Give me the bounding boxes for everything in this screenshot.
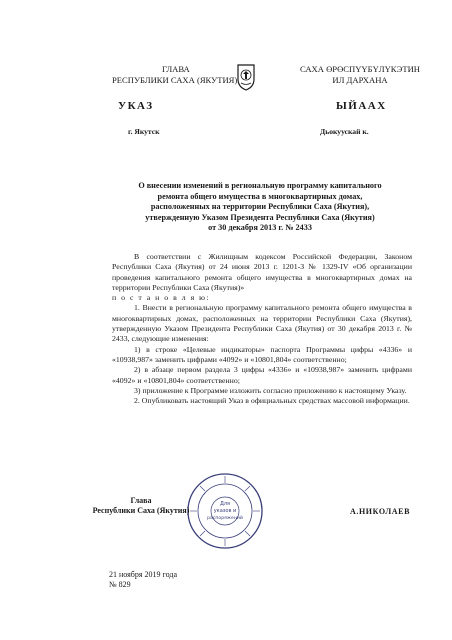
- decree-footer: [109, 570, 177, 591]
- title-line: ремонта общего имущества в многоквартирных домах,: [157, 191, 363, 201]
- signatory-position-line: Глава: [130, 496, 152, 505]
- clause-1: 1. Внести в региональную программу капитального ремонта общего имущества в многоквартирных домах, расположенных на территории Республики Саха (Якутия), утвержденную Указом Президента Республики Саха (Якутия) от 30 декабря 2013 г. № 2433, следующие изменения:: [112, 303, 412, 344]
- clause-1-1: 1) в строке «Целевые индикаторы» паспорта Программы цифры «4336» и «10938,987» заменить цифрами «4092» и «10801,804» соответственно;: [112, 344, 412, 364]
- decree-date: 21 ноября 2019 года: [109, 570, 178, 579]
- header-right-line-1: САХА ӨРӨСПҮҮБҮЛҮКЭТИН: [300, 64, 420, 74]
- preamble-paragraph: В соответствии с Жилищным кодексом Российской Федерации, Законом Республики Саха (Якутия) от 24 июня 2013 г. 1201-З № 1329-IV «Об организации проведения капитального ремонта общего имущества в многоквартирных домах на территории Республики Саха (Якутия)»: [112, 252, 412, 292]
- official-stamp: [186, 472, 264, 550]
- decree-number: № 829: [109, 580, 131, 590]
- clause-1-3: 3) приложение к Программе изложить согласно приложению к настоящему Указу.: [134, 385, 407, 395]
- title-line: О внесении изменений в региональную программу капитального: [138, 181, 382, 190]
- city-right: Дьокуускай к.: [320, 127, 369, 136]
- header-left-line-1: ГЛАВА: [162, 64, 190, 74]
- stamp-line: Для: [219, 501, 231, 507]
- coat-of-arms-icon: [235, 63, 257, 91]
- title-line: утвержденную Указом Президента Республики Саха (Якутия): [145, 212, 375, 222]
- document-title: [112, 181, 408, 234]
- city-left: г. Якутск: [128, 127, 160, 136]
- header-right-line-2: ИЛ ДАРХАНА: [332, 75, 388, 85]
- document-body: [112, 252, 412, 406]
- signatory-position-line: Республики Саха (Якутия): [92, 506, 190, 516]
- title-line: от 30 декабря 2013 г. № 2433: [208, 223, 312, 233]
- decree-keyword: п о с т а н о в л я ю:: [112, 293, 211, 303]
- doc-type-right: ЫЙААХ: [336, 100, 387, 112]
- stamp-line: указов и: [213, 508, 237, 514]
- doc-type-left: УКАЗ: [118, 100, 154, 112]
- signatory-name: А.НИКОЛАЕВ: [350, 507, 411, 516]
- clause-2: 2. Опубликовать настоящий Указ в официальных средствах массовой информации.: [134, 396, 410, 406]
- clause-1-2: 2) в абзаце первом раздела 3 цифры «4336» и «10938,987» заменить цифрами «4092» и «10801,804» соответственно;: [112, 365, 412, 385]
- signatory-position: [86, 496, 196, 517]
- title-line: расположенных на территории Республики Саха (Якутия),: [150, 202, 370, 212]
- header-left-line-2: РЕСПУБЛИКИ САХА (ЯКУТИЯ): [112, 75, 238, 85]
- stamp-line: распоряжений: [207, 516, 243, 521]
- header-right-block: [290, 64, 430, 86]
